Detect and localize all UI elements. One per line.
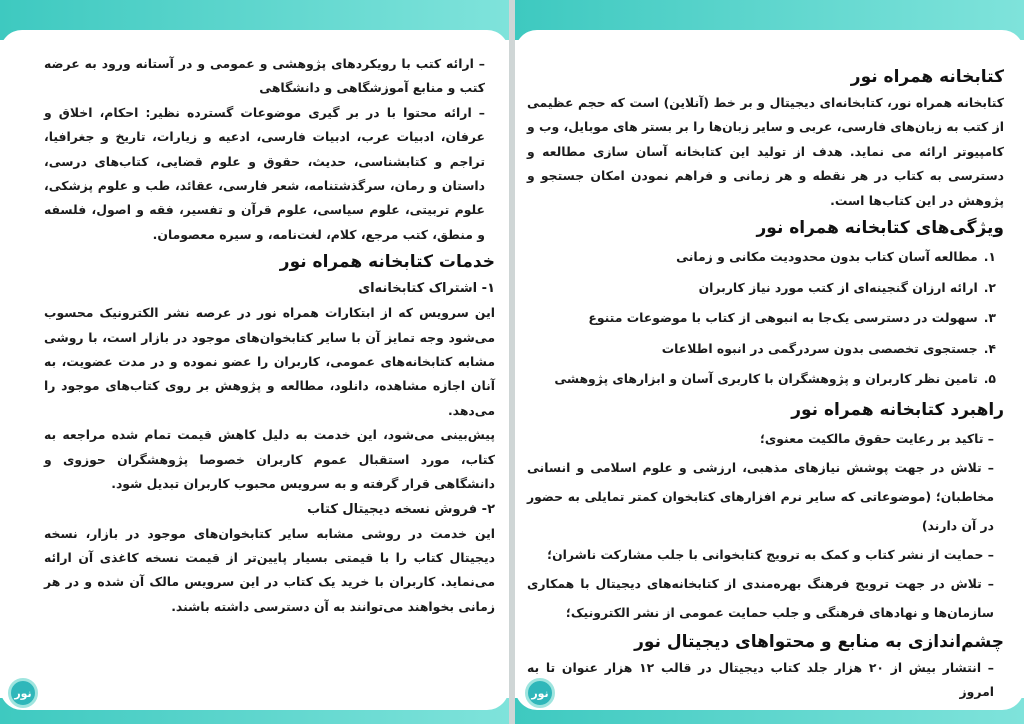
list-item: – ارائه کتب با رویکردهای پژوهشی و عمومی و در آستانه ورود به عرضه کتب و منابع آموزشگاهی و دانشگاهی (44, 56, 485, 96)
feature-text: سهولت در دسترسی یک‌جا به انبوهی از کتاب با موضوعات متنوع (588, 310, 978, 326)
feature-item (527, 334, 1004, 365)
feature-number: ۲. (983, 279, 996, 295)
strategy-item: – حمایت از نشر کتاب و کمک به ترویج کتابخوانی با جلب مشارکت ناشران؛ (547, 546, 994, 562)
feature-number: ۱. (983, 249, 996, 265)
paragraph: پیش‌بینی می‌شود، این خدمت به دلیل کاهش قیمت تمام شده مراجعه به کتاب، مورد استقبال عموم کاربران خصوصا پژوهشگران حوزوی و دانشگاهی قرار گرفته و به سرویس محبوب کاربران تبدیل شود. (44, 427, 495, 492)
features-heading: ویژگی‌های کتابخانه همراه نور (756, 218, 1004, 239)
right-page (515, 0, 1024, 724)
list-item: – ارائه محتوا با در بر گیری موضوعات گسترده نظیر: احکام، اخلاق و عرفان، ادبیات عرب، ادبیات فارسی، ادعیه و زیارات، تاریخ و جغرافیا، تراجم و کتابشناسی، حدیث، حقوق و علوم قضایی، کتاب‌های درسی، داستان و رمان، سرگذشتنامه، شعر فارسی، عقائد، طب و علوم پزشکی، علوم تربیتی، علوم سیاسی، علوم قرآن و تفسیر، فقه و اصول، فلسفه و منطق، کتب مرجع، کلام، لغت‌نامه، و سیره معصومان. (44, 104, 485, 242)
strategy-item: – تاکید بر رعایت حقوق مالکیت معنوی؛ (759, 430, 994, 446)
feature-text: مطالعه آسان کتاب بدون محدودیت مکانی و زمانی (676, 249, 978, 265)
right-text-block (527, 62, 1004, 704)
feature-number: ۵. (983, 371, 996, 387)
logo-emblem-icon: نور (8, 678, 38, 708)
paragraph: این سرویس که از ابتکارات همراه نور در عرصه نشر الکترونیک محسوب می‌شود وجه تمایز آن با سایر کتابخوان‌های موجود در بازار است، با روشی مشابه کتابخانه‌های عمومی، کاربران را عضو نموده و در مدت عضویت، به آنان اجازه مشاهده، دانلود، مطالعه و پژوهش بر روی کتاب‌های موجود را می‌دهد. (44, 305, 495, 418)
intro-paragraph: کتابخانه همراه نور، کتابخانه‌ای دیجیتال و بر خط (آنلاین) است که حجم عظیمی از کتب به زبان‌های فارسی، عربی و سایر زبان‌ها را بر بستر های موبایل، وب و کامپیوتر ارائه می نماید. هدف از تولید این کتابخانه آسان سازی مطالعه و دسترسی به کتاب در هر نقطه و هر زمانی و فراهم نمودن امکان جستجو و پژوهش در این کتاب‌ها است. (527, 95, 1004, 208)
vision-heading: چشم‌اندازی به منابع و محتواهای دیجیتال نور (634, 631, 1004, 652)
service-1-title: ۱- اشتراک کتابخانه‌ای (358, 281, 495, 297)
page-title: کتابخانه همراه نور (850, 67, 1004, 87)
left-text-block (44, 52, 495, 619)
feature-text: تامین نظر کاربران و پژوهشگران با کاربری آسان و ابزارهای پژوهشی (554, 371, 978, 387)
feature-number: ۴. (983, 340, 996, 356)
logo-emblem-icon: نور (525, 678, 555, 708)
feature-item (527, 242, 1004, 273)
feature-text: جستجوی تخصصی بدون سردرگمی در انبوه اطلاعات (661, 340, 978, 356)
feature-item (527, 303, 1004, 334)
feature-number: ۳. (983, 310, 996, 326)
feature-text: ارائه ارزان گنجینه‌ای از کتب مورد نیاز کاربران (698, 279, 978, 295)
feature-item (527, 273, 1004, 304)
paragraph: این خدمت در روشی مشابه سایر کتابخوان‌های موجود در بازار، نسخه دیجیتال کتاب را با قیمتی بسیار پایین‌تر از قیمت نسخه کاغذی آن ارائه می‌نماید. کاربران با خرید یک کتاب در این سرویس مالک آن شده و در هر زمانی بخواهند می‌توانند به آن دسترسی داشته باشند. (44, 525, 495, 614)
left-page (0, 0, 509, 724)
feature-item (527, 364, 1004, 395)
strategy-item: – تلاش در جهت ترویج فرهنگ بهره‌مندی از کتابخانه‌های دیجیتال با همکاری سازمان‌ها و نهادهای فرهنگی و جلب حمایت عمومی از نشر الکترونیک؛ (527, 575, 994, 620)
strategy-heading: راهبرد کتابخانه همراه نور (791, 399, 1004, 420)
vision-item: – انتشار بیش از ۲۰ هزار جلد کتاب دیجیتال در قالب ۱۲ هزار عنوان تا به امروز (527, 659, 994, 699)
strategy-item: – تلاش در جهت پوشش نیازهای مذهبی، ارزشی و علوم اسلامی و انسانی مخاطبان؛ (موضوعاتی که سایر نرم افزارهای کتابخوان کمتر تمایلی به حضور در آن دارند) (527, 459, 994, 533)
services-heading: خدمات کتابخانه همراه نور (279, 252, 495, 273)
service-2-title: ۲- فروش نسخه دیجیتال کتاب (307, 501, 495, 517)
